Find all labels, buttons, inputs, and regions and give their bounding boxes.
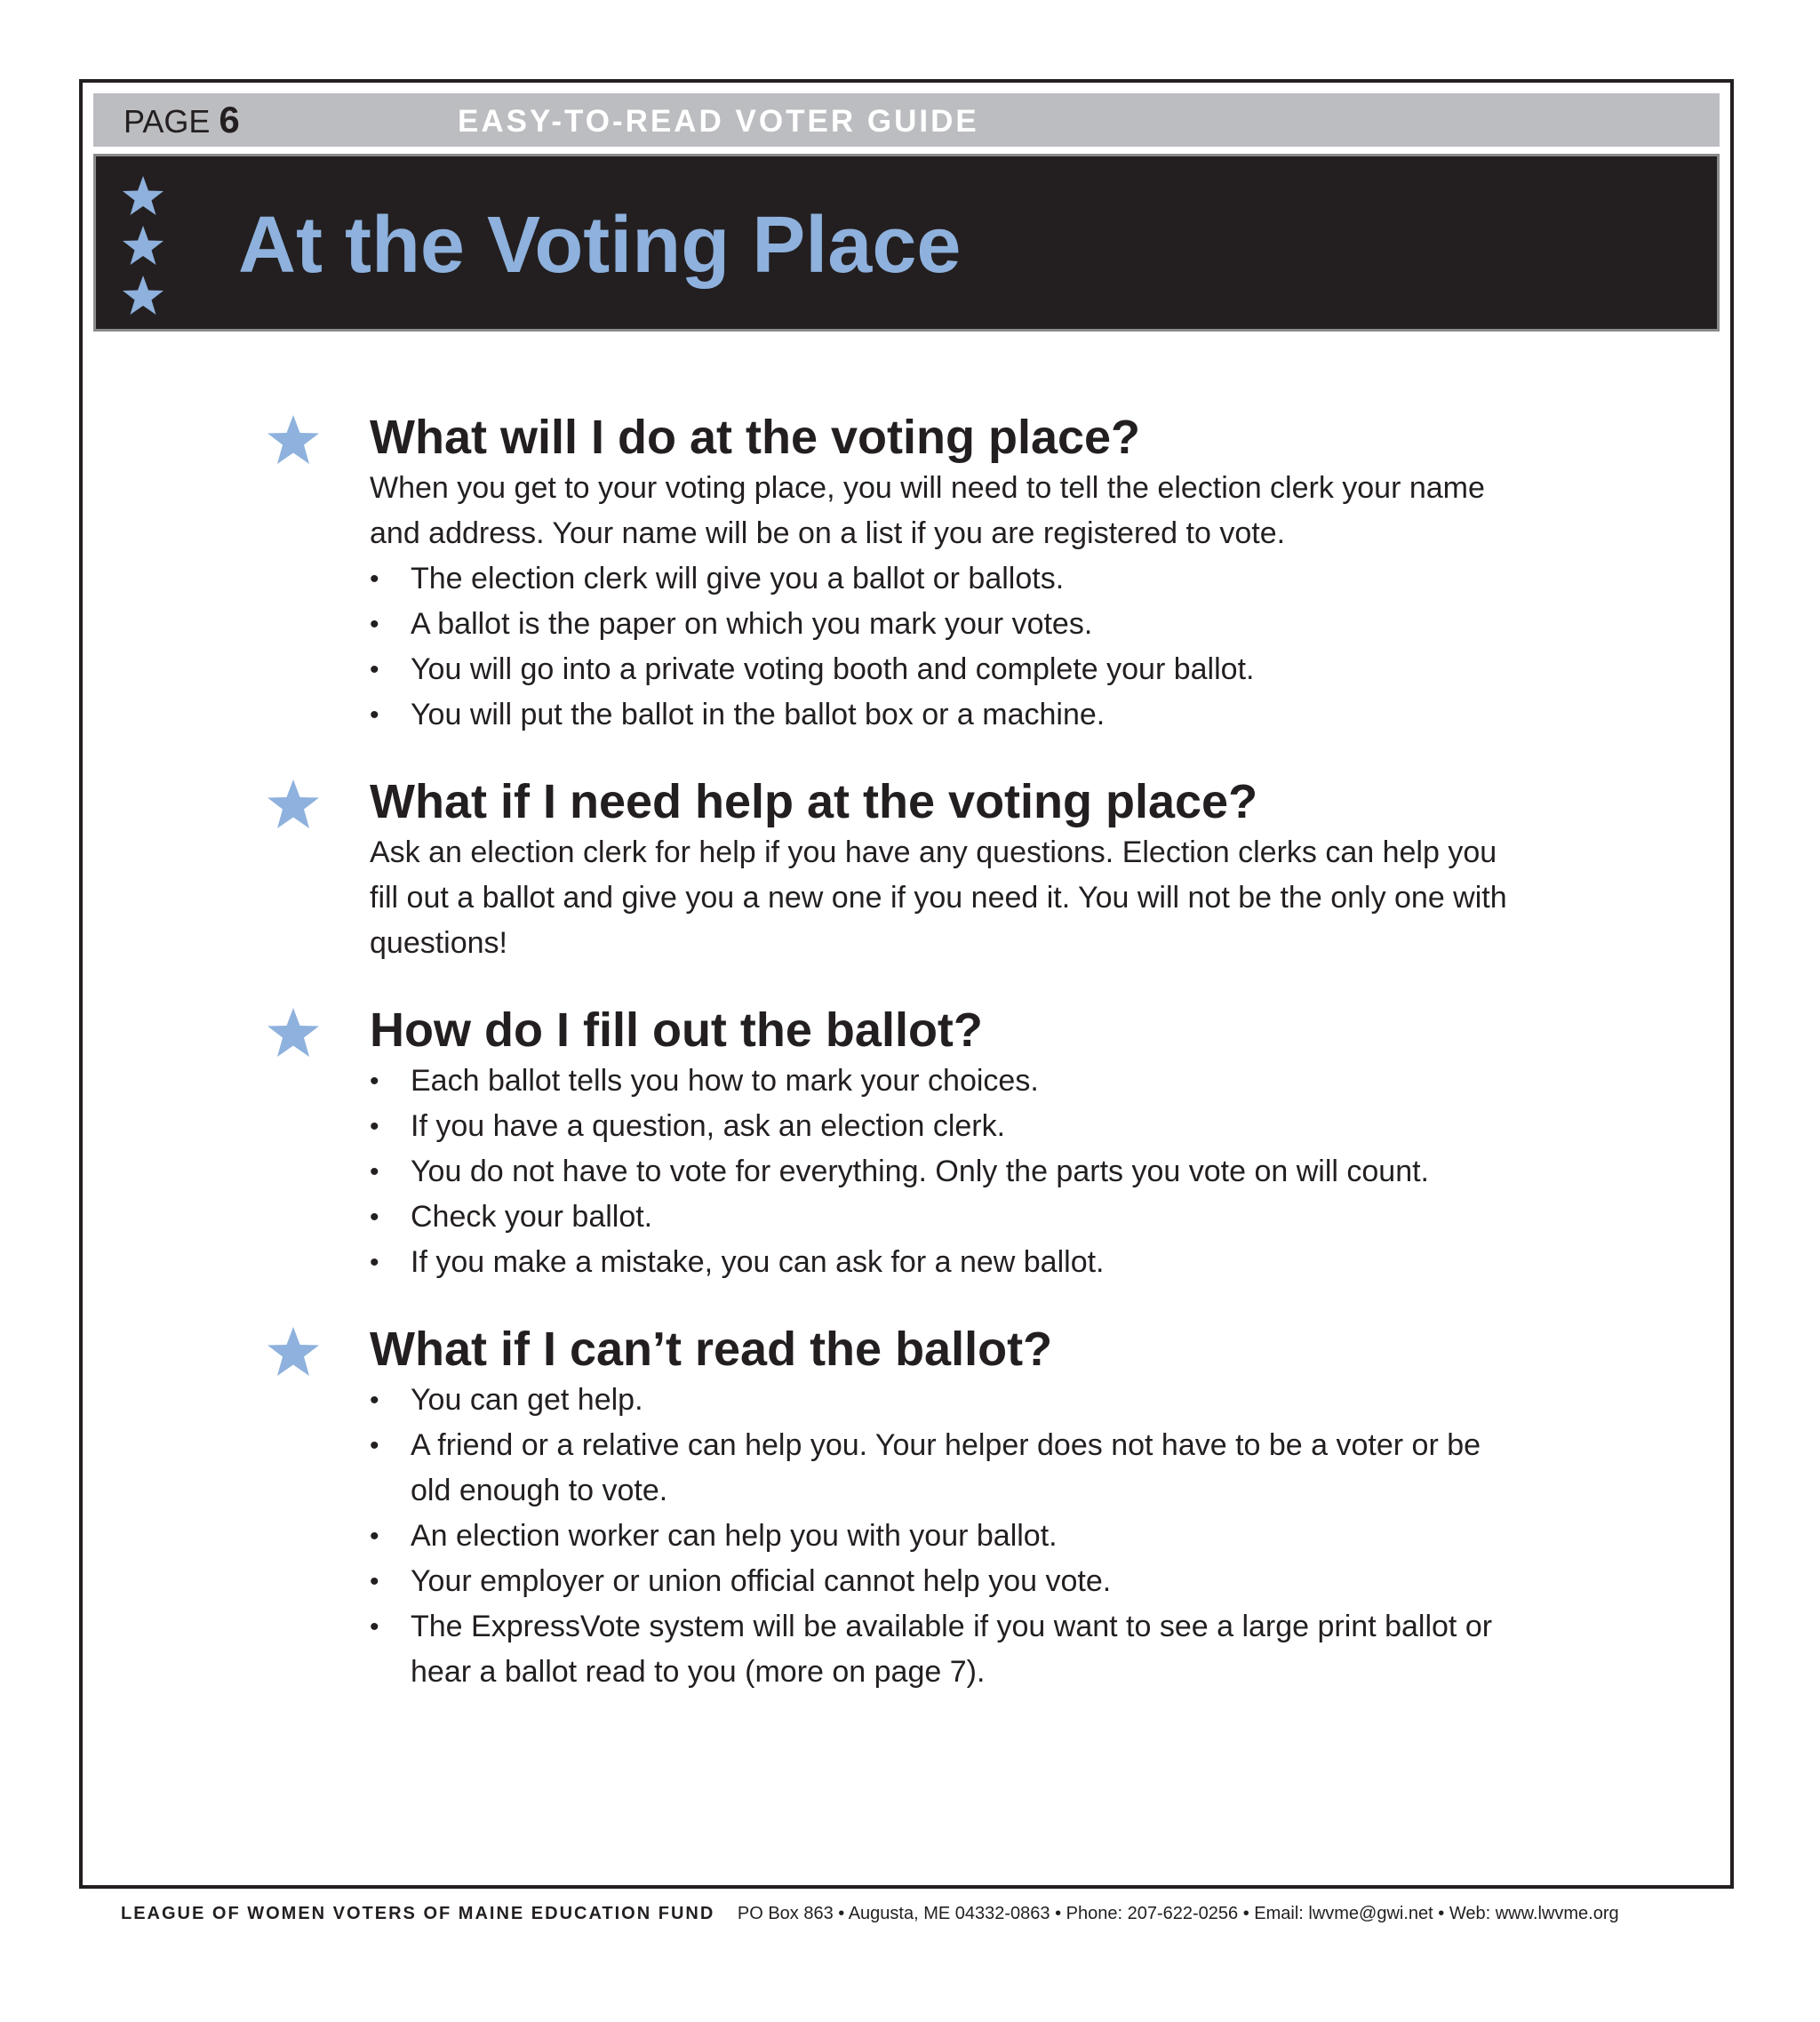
section-paragraph: Ask an election clerk for help if you have any questions. Election clerks can help you fill out a ballot and give you a new one if you need it. You will not be the only one with questions! bbox=[370, 835, 1507, 960]
list-item: • An election worker can help you with your ballot. bbox=[370, 1514, 1529, 1559]
star-icon bbox=[123, 176, 164, 215]
page-label bbox=[124, 99, 240, 140]
section-fill-out-ballot bbox=[267, 1002, 1529, 1285]
bullet-list bbox=[370, 556, 1529, 738]
list-item: • Your employer or union official cannot help you vote. bbox=[370, 1559, 1529, 1604]
list-item: • Each ballot tells you how to mark your choices. bbox=[370, 1059, 1529, 1104]
star-icon bbox=[123, 226, 164, 265]
section-what-will-i-do bbox=[267, 409, 1529, 738]
footer-organization: LEAGUE OF WOMEN VOTERS OF MAINE EDUCATION FUND bbox=[121, 1904, 715, 1923]
list-item: • The ExpressVote system will be available if you want to see a large print ballot or hear a ballot read to you (more on page 7). bbox=[370, 1604, 1529, 1695]
page-number: 6 bbox=[219, 99, 240, 140]
list-item: • A ballot is the paper on which you mark your votes. bbox=[370, 602, 1529, 647]
star-icon bbox=[267, 1326, 320, 1378]
page-label-text: PAGE bbox=[124, 103, 211, 140]
page-footer bbox=[121, 1902, 1720, 1925]
list-item: • You do not have to vote for everything. Only the parts you vote on will count. bbox=[370, 1149, 1529, 1195]
list-item: • If you make a mistake, you can ask for a new ballot. bbox=[370, 1240, 1529, 1285]
star-icon bbox=[267, 1007, 320, 1059]
section-heading: What if I can’t read the ballot? bbox=[370, 1323, 1053, 1376]
section-need-help bbox=[267, 773, 1529, 966]
section-paragraph: When you get to your voting place, you will need to tell the election clerk your name and address. Your name will be on a list if you are registered to vote. bbox=[370, 471, 1485, 550]
footer-contact: PO Box 863 • Augusta, ME 04332-0863 • Phone: 207-622-0256 • Email: lwvme@gwi.net • Web: www.lwvme.org bbox=[737, 1904, 1619, 1923]
bullet-list bbox=[370, 1059, 1529, 1285]
section-cant-read-ballot bbox=[267, 1321, 1529, 1695]
section-heading: How do I fill out the ballot? bbox=[370, 1003, 983, 1057]
list-item: • You can get help. bbox=[370, 1378, 1529, 1423]
title-banner bbox=[93, 154, 1720, 332]
star-icon bbox=[267, 779, 320, 830]
star-icon-stack bbox=[121, 174, 165, 316]
list-item: • You will put the ballot in the ballot box or a machine. bbox=[370, 692, 1529, 738]
list-item: • If you have a question, ask an election clerk. bbox=[370, 1104, 1529, 1149]
bullet-list bbox=[370, 1378, 1529, 1695]
section-heading: What if I need help at the voting place? bbox=[370, 775, 1258, 828]
page-header-bar bbox=[93, 93, 1720, 147]
main-content bbox=[267, 409, 1529, 1730]
star-icon bbox=[123, 276, 164, 315]
guide-title: EASY-TO-READ VOTER GUIDE bbox=[458, 104, 979, 139]
list-item: • The election clerk will give you a ballot or ballots. bbox=[370, 556, 1529, 602]
section-heading: What will I do at the voting place? bbox=[370, 411, 1141, 464]
page-title: At the Voting Place bbox=[238, 201, 962, 290]
list-item: • Check your ballot. bbox=[370, 1195, 1529, 1240]
star-icon bbox=[267, 414, 320, 466]
list-item: • You will go into a private voting booth and complete your ballot. bbox=[370, 647, 1529, 692]
list-item: • A friend or a relative can help you. Your helper does not have to be a voter or be old enough to vote. bbox=[370, 1423, 1529, 1514]
